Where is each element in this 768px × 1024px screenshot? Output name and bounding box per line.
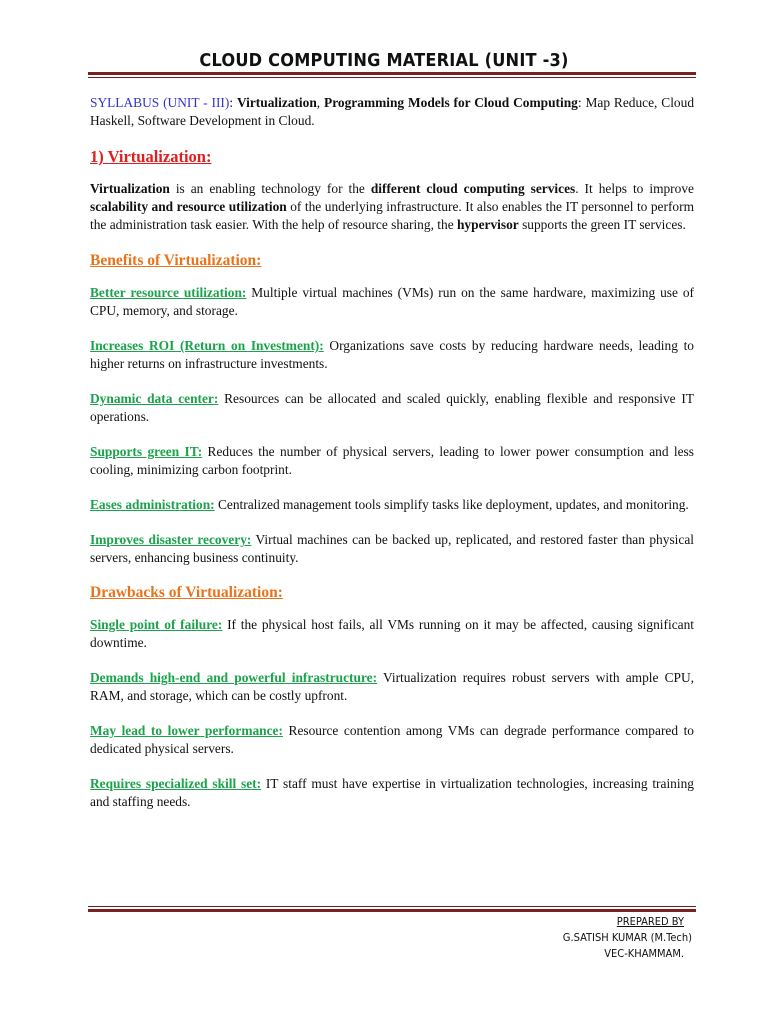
list-item — [90, 531, 694, 567]
intro-text-4: supports the green IT services. — [518, 217, 686, 232]
item-text: If the physical host fails, all VMs running on it may be affected, causing significant downtime. — [90, 617, 694, 650]
syllabus-topic-virtualization: Virtualization — [236, 95, 317, 110]
item-term: Improves disaster recovery: — [90, 532, 252, 547]
item-term: Supports green IT: — [90, 444, 203, 459]
list-item — [90, 390, 694, 426]
list-item — [90, 722, 694, 758]
intro-paragraph — [90, 180, 694, 234]
page-title: CLOUD COMPUTING MATERIAL (UNIT -3) — [199, 50, 569, 71]
item-text: Resources can be allocated and scaled quickly, enabling flexible and responsive IT operations. — [90, 391, 695, 424]
item-text: Organizations save costs by reducing hardware needs, leading to higher returns on infrastructure investments. — [90, 338, 694, 371]
item-text: Virtualization requires robust servers with ample CPU, RAM, and storage, which can be costly upfront. — [90, 670, 695, 703]
item-term: Increases ROI (Return on Investment): — [90, 338, 324, 353]
benefits-list — [90, 284, 694, 567]
syllabus-topic-programming-models: Programming Models for Cloud Computing — [324, 95, 578, 110]
item-term: Demands high-end and powerful infrastructure: — [90, 670, 378, 685]
intro-text-1: is an enabling technology for the — [169, 181, 371, 196]
prepared-by-label: PREPARED BY — [616, 915, 684, 928]
list-item — [90, 337, 694, 373]
footer-rule — [88, 906, 696, 912]
item-term: Eases administration: — [90, 497, 215, 512]
syllabus-line — [90, 94, 694, 130]
item-term: May lead to lower performance: — [90, 723, 283, 738]
list-item — [90, 443, 694, 479]
item-text: Multiple virtual machines (VMs) run on the same hardware, maximizing use of CPU, memory, and storage. — [90, 285, 694, 318]
item-text: Reduces the number of physical servers, leading to lower power consumption and less cooling, minimizing carbon footprint. — [90, 444, 694, 477]
syllabus-sep: , — [316, 95, 325, 110]
item-term: Better resource utilization: — [90, 285, 247, 300]
syllabus-label: SYLLABUS (UNIT - III) — [90, 95, 230, 110]
section-heading-virtualization: 1) Virtualization: — [90, 147, 212, 166]
item-term: Dynamic data center: — [90, 391, 219, 406]
header-rule — [88, 72, 696, 78]
document-body — [90, 94, 694, 828]
list-item — [90, 775, 694, 811]
intro-term-virtualization: Virtualization — [90, 181, 170, 196]
list-item — [90, 616, 694, 652]
intro-term-scalability: scalability and resource utilization — [90, 199, 287, 214]
intro-text-3: of the underlying infrastructure. It also enables the IT personnel to perform the administration task easier. With the help of resource sharing, the — [90, 199, 694, 232]
item-term: Requires specialized skill set: — [90, 776, 262, 791]
intro-term-hypervisor: hypervisor — [456, 217, 519, 232]
benefits-heading: Benefits of Virtualization: — [90, 252, 262, 269]
syllabus-rest: : Map Reduce, Cloud Haskell, Software Development in Cloud. — [90, 95, 695, 128]
item-text: Virtual machines can be backed up, replicated, and restored faster than physical servers, enhancing business continuity. — [90, 532, 694, 565]
list-item — [90, 669, 694, 705]
drawbacks-list — [90, 616, 694, 811]
author-name: G.SATISH KUMAR (M.Tech) — [562, 931, 692, 944]
item-text: IT staff must have expertise in virtualization technologies, increasing training and staffing needs. — [90, 776, 694, 809]
footer-credit — [563, 914, 692, 962]
list-item — [90, 496, 694, 514]
author-institution: VEC-KHAMMAM. — [604, 947, 684, 960]
syllabus-colon: : — [229, 95, 237, 110]
drawbacks-heading: Drawbacks of Virtualization: — [90, 584, 283, 601]
intro-term-services: different cloud computing services — [370, 181, 576, 196]
list-item — [90, 284, 694, 320]
item-term: Single point of failure: — [90, 617, 223, 632]
item-text: Centralized management tools simplify tasks like deployment, updates, and monitoring. — [214, 497, 689, 512]
item-text: Resource contention among VMs can degrade performance compared to dedicated physical servers. — [90, 723, 694, 756]
intro-text-2: . It helps to improve — [575, 181, 694, 196]
